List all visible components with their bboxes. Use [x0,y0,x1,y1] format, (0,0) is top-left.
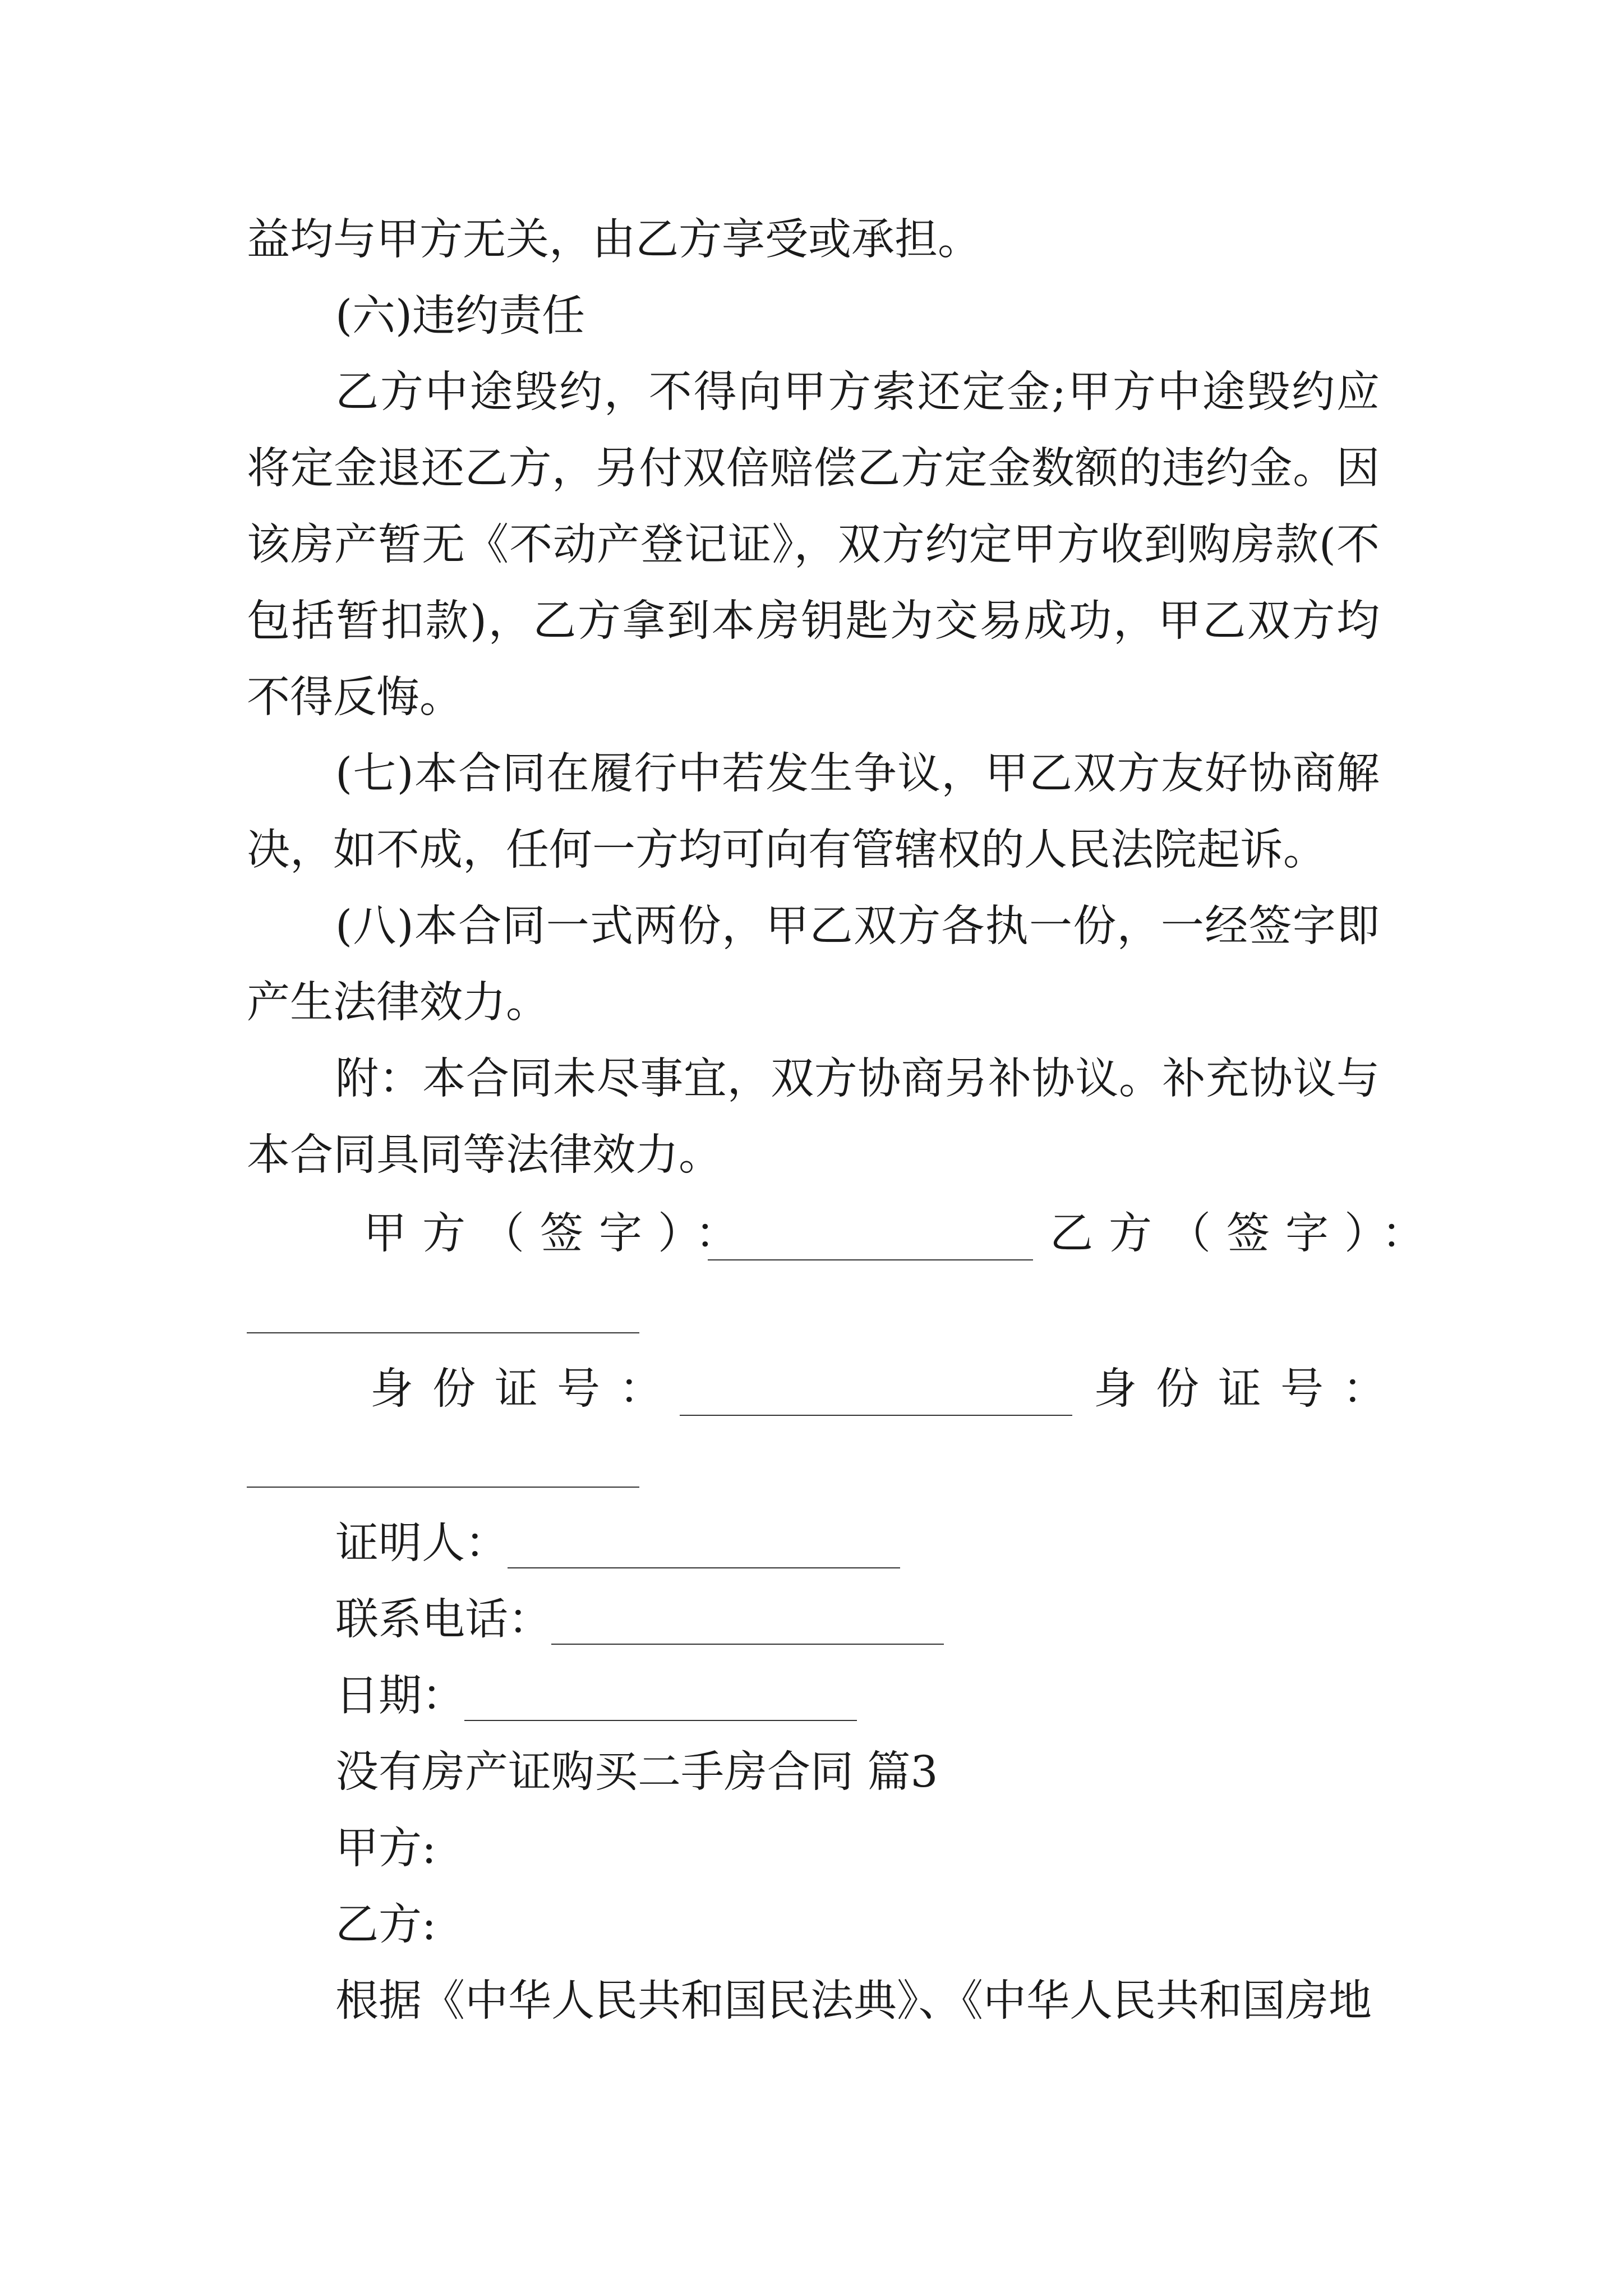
paragraph-line: 不得反悔。 [247,673,463,723]
date-blank[interactable] [464,1720,857,1721]
party-a-id-blank[interactable] [680,1415,1072,1416]
party-b-signature-label: 乙方（签字）： [1050,1209,1441,1259]
party-b-line: 乙方: [335,1900,436,1950]
witness-blank[interactable] [508,1567,900,1568]
paragraph-line: 附：本合同未尽事宜，双方协商另补协议。补充协议与 [335,1054,1380,1104]
party-a-signature-label: 甲方（签字）： [363,1209,754,1259]
paragraph-line: 该房产暂无《不动产登记证》，双方约定甲方收到购房款(不 [247,520,1380,570]
phone-blank[interactable] [551,1644,944,1645]
paragraph-line: 将定金退还乙方，另付双倍赔偿乙方定金数额的违约金。因 [247,444,1380,494]
party-b-signature-blank[interactable] [247,1332,639,1333]
party-a-line: 甲方: [335,1824,436,1874]
party-a-id-label: 身份证号： [370,1364,681,1414]
section-heading: (六)违约责任 [335,291,585,341]
paragraph-line: 包括暂扣款)，乙方拿到本房钥匙为交易成功，甲乙双方均 [247,596,1380,646]
paragraph-line: 益均与甲方无关，由乙方享受或承担。 [247,215,981,265]
paragraph-line: 乙方中途毁约，不得向甲方索还定金;甲方中途毁约应 [335,367,1380,417]
paragraph-line: (七)本合同在履行中若发生争议，甲乙双方友好协商解 [335,749,1380,799]
paragraph-line: 产生法律效力。 [247,978,549,1028]
paragraph-line: 根据《中华人民共和国民法典》、《中华人民共和国房地 [335,1976,1372,2026]
paragraph-line: 本合同具同等法律效力。 [247,1130,722,1180]
paragraph-line: (八)本合同一式两份，甲乙双方各执一份，一经签字即 [335,901,1380,951]
date-label: 日期： [335,1671,465,1721]
witness-label: 证明人： [335,1519,508,1568]
phone-label: 联系电话： [335,1595,551,1645]
party-b-id-label: 身份证号： [1094,1364,1405,1414]
section-title: 没有房产证购买二手房合同 篇3 [335,1747,938,1797]
paragraph-line: 决，如不成，任何一方均可向有管辖权的人民法院起诉。 [247,825,1326,875]
party-a-signature-blank[interactable] [708,1259,1033,1260]
party-b-id-blank[interactable] [247,1487,639,1488]
